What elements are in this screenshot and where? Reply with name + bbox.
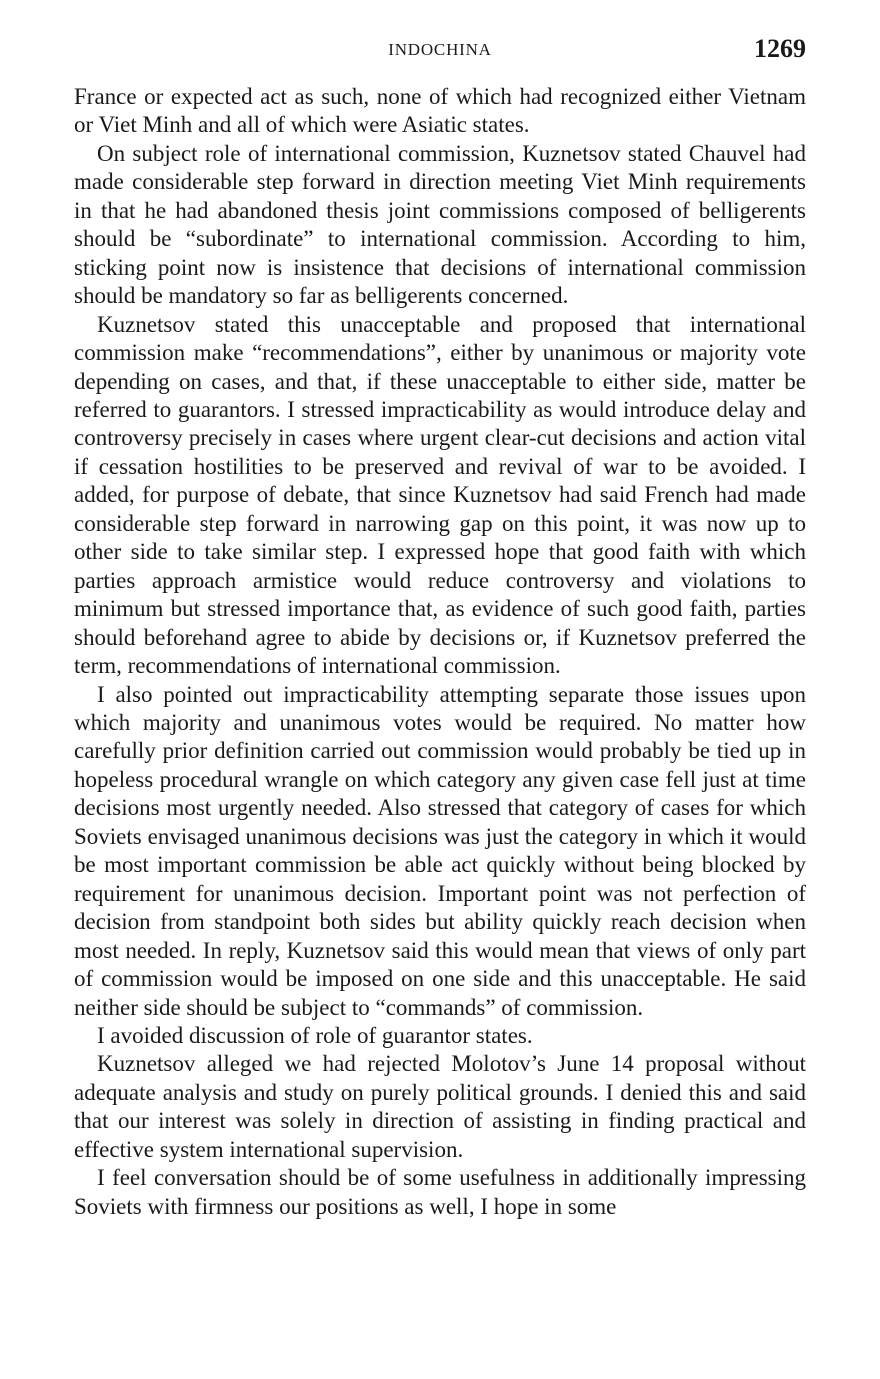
running-head [74,34,806,68]
paragraph: I also pointed out impracticability attempting separate those issues upon which majority and unanimous votes would be required. No matter how carefully prior definition carried out commission would probably be tied up in hopeless procedural wrangle on which category any given case fell just at time decisions most urgently needed. Also stressed that category of cases for which Soviets envisaged unanimous decisions was just the category in which it would be most important commission be able act quickly without being blocked by requirement for unanimous decision. Important point was not perfection of decision from standpoint both sides but ability quickly reach decision when most needed. In reply, Kuznetsov said this would mean that views of only part of commission would be imposed on one side and this unacceptable. He said neither side should be subject to “commands” of commission. [74,681,806,1020]
paragraph: I avoided discussion of role of guarantor states. [97,1022,533,1048]
paragraph-continued: France or expected act as such, none of which had recognized either Vietnam or Viet Minh and all of which were Asiatic states. [74,84,806,138]
body-text [74,83,806,1221]
page-number: 1269 [754,34,806,63]
paragraph: On subject role of international commission, Kuznetsov stated Chauvel had made considerable step forward in direction meeting Viet Minh requirements in that he had abandoned thesis joint commissions composed of belligerents should be “subordinate” to international commission. According to him, sticking point now is insistence that decisions of international commission should be mandatory so far as belligerents concerned. [74,140,806,309]
paragraph: Kuznetsov alleged we had rejected Molotov’s June 14 proposal without adequate analysis and study on purely political grounds. I denied this and said that our interest was solely in direction of assisting in finding practical and effective system international supervision. [74,1051,806,1162]
paragraph: Kuznetsov stated this unacceptable and proposed that international commission make “recommendations”, either by unanimous or majority vote depending on cases, and that, if these unacceptable to either side, matter be referred to guarantors. I stressed impracticability as would introduce delay and controversy precisely in cases where urgent clear-cut decisions and action vital if cessation hostilities to be preserved and revival of war to be avoided. I added, for purpose of debate, that since Kuznetsov had said French had made considerable step forward in narrowing gap on this point, it was now up to other side to take similar step. I expressed hope that good faith with which parties approach armistice would reduce controversy and violations to minimum but stressed importance that, as evidence of such good faith, parties should beforehand agree to abide by decisions or, if Kuznetsov preferred the term, recommendations of international commission. [74,311,806,679]
paragraph: I feel conversation should be of some usefulness in additionally impressing Soviets with firmness our positions as well, I hope in some [74,1165,806,1219]
running-title: INDOCHINA [388,40,492,59]
